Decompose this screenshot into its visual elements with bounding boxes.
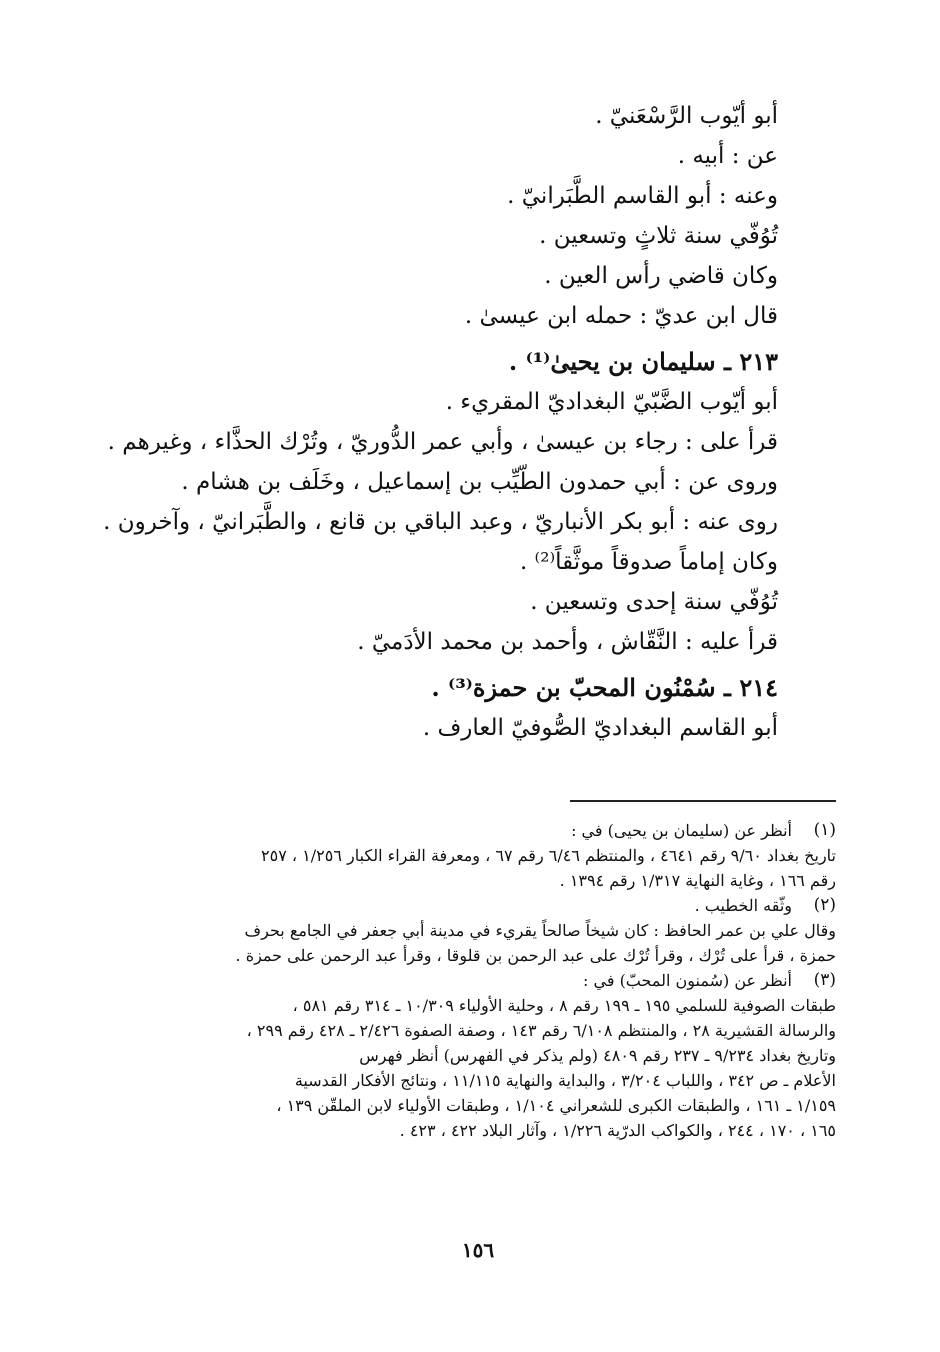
text-line: وكان إماماً صدوقاً موثَّقاً⁽²⁾ . bbox=[519, 549, 778, 575]
text-line: قرأ على : رجاء بن عيسىٰ ، وأبي عمر الدُّوريّ ، وتُرْك الحذَّاء ، وغيرهم . bbox=[107, 429, 778, 455]
text-line: وكان قاضي رأس العين . bbox=[544, 263, 778, 289]
text-line: تُوُفّي سنة إحدى وتسعين . bbox=[530, 589, 778, 615]
footnotes bbox=[112, 818, 836, 1143]
footnote-line: وقال علي بن عمر الحافظ : كان شيخاً صالحاً يقريء في مدينة أبي جعفر في الجامع بحرف bbox=[244, 921, 836, 940]
text-line: قال ابن عديّ : حمله ابن عيسىٰ . bbox=[464, 303, 778, 329]
entry-heading-213: ٢١٣ ـ سليمان بن يحيىٰ⁽¹⁾ . bbox=[508, 347, 778, 376]
footnote-line: تاريخ بغداد ٩/٦٠ رقم ٤٦٤١ ، والمنتظم ٦/٤٦ رقم ٦٧ ، ومعرفة القراء الكبار ١/٢٥٦ ، ٢٥٧ bbox=[261, 846, 836, 865]
footnote-line: الأعلام ـ ص ٣٤٢ ، واللباب ٣/٢٠٤ ، والبداية والنهاية ١١/١١٥ ، ونتائج الأفكار القدسية bbox=[294, 1071, 836, 1090]
footnote-line: طبقات الصوفية للسلمي ١٩٥ ـ ١٩٩ رقم ٨ ، وحلية الأولياء ١٠/٣٠٩ ـ ٣١٤ رقم ٥٨١ ، bbox=[292, 996, 836, 1015]
footnote bbox=[112, 968, 836, 1143]
footnote bbox=[112, 893, 836, 968]
text-line: قرأ عليه : النَّقّاش ، وأحمد بن محمد الأدَميّ . bbox=[357, 629, 778, 655]
footnote-number: (٢) bbox=[813, 895, 836, 915]
footnote-line: رقم ١٦٦ ، وغاية النهاية ١/٣١٧ رقم ١٣٩٤ . bbox=[559, 871, 836, 890]
footnote-separator bbox=[570, 800, 836, 802]
footnote-line: وتاريخ بغداد ٩/٢٣٤ ـ ٢٣٧ رقم ٤٨٠٩ (ولم يذكر في الفهرس) أنظر فهرس bbox=[359, 1046, 836, 1065]
text-line: أبو القاسم البغداديّ الصُّوفيّ العارف . bbox=[422, 715, 778, 741]
page-number: ١٥٦ bbox=[461, 1238, 495, 1262]
footnote-line: حمزة ، قرأ على تُرْك ، وقرأ تُرْك على عبد الرحمن بن قلوقا ، وقرأ عبد الرحمن على حمزة . bbox=[235, 946, 836, 965]
footnote-number: (٣) bbox=[813, 970, 836, 990]
text-line: تُوُفّي سنة ثلاثٍ وتسعين . bbox=[539, 223, 778, 249]
main-text bbox=[103, 96, 778, 748]
footnote-number: (١) bbox=[813, 820, 836, 840]
text-line: أبو أيّوب الرَّسْعَنيّ . bbox=[595, 103, 778, 129]
entry-heading-214: ٢١٤ ـ سُمْنُون المحبّ بن حمزة⁽³⁾ . bbox=[431, 673, 778, 702]
footnote-line: والرسالة القشيرية ٢٨ ، والمنتظم ٦/١٠٨ رقم ١٤٣ ، وصفة الصفوة ٢/٤٢٦ ـ ٤٢٨ رقم ٢٩٩ ، bbox=[246, 1021, 836, 1040]
text-line: أبو أيّوب الضَّبّيّ البغداديّ المقريء . bbox=[445, 389, 778, 415]
text-line: وعنه : أبو القاسم الطَّبَرانيّ . bbox=[507, 183, 778, 209]
footnote-line: وثّقه الخطيب . bbox=[694, 896, 792, 915]
footnote-line: ١٦٥ ، ١٧٠ ، ٢٤٤ ، والكواكب الدرّية ١/٢٢٦ ، وآثار البلاد ٤٢٢ ، ٤٢٣ . bbox=[399, 1121, 836, 1140]
footnote-line: أنظر عن (سُمنون المحبّ) في : bbox=[583, 971, 792, 990]
footnote bbox=[112, 818, 836, 893]
text-line: روى عنه : أبو بكر الأنباريّ ، وعبد الباقي بن قانع ، والطَّبَرانيّ ، وآخرون . bbox=[103, 509, 778, 535]
text-line: وروى عن : أبي حمدون الطّيِّب بن إسماعيل ، وخَلَف بن هشام . bbox=[181, 469, 778, 495]
footnote-line: ١/١٥٩ ـ ١٦١ ، والطبقات الكبرى للشعراني ١/١٠٤ ، وطبقات الأولياء لابن الملقّن ١٣٩ ، bbox=[276, 1096, 836, 1115]
footnote-line: أنظر عن (سليمان بن يحيى) في : bbox=[571, 821, 792, 840]
text-line: عن : أبيه . bbox=[677, 143, 778, 169]
